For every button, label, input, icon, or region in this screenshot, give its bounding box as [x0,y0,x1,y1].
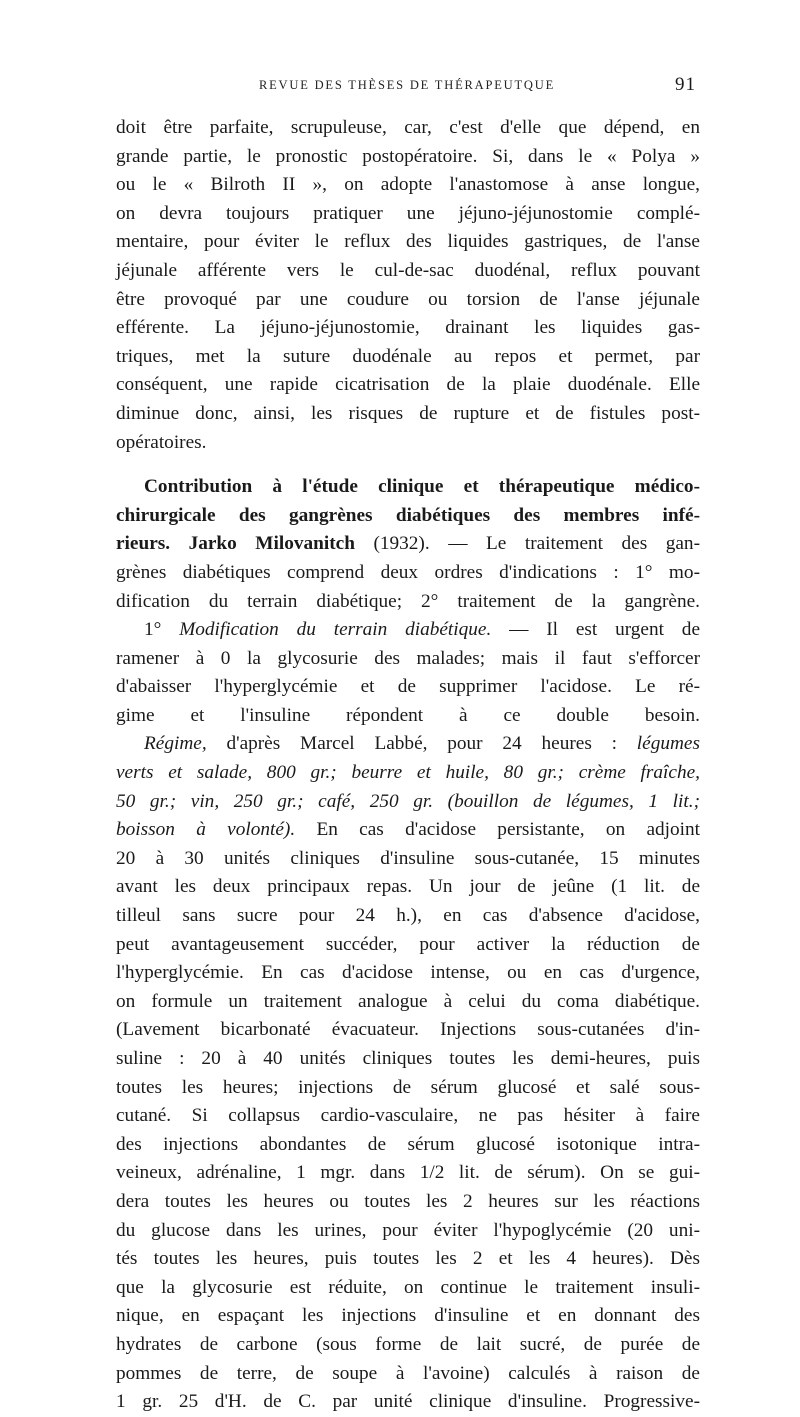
regime-line-4: boisson à volonté). En cas d'acidose persistante, on adjoint [116,819,700,841]
text-block-c [116,845,700,1417]
text-line: (Lavement bicarbonaté évacuateur. Injections sous-cutanées d'in- [116,1019,700,1041]
text-line: nique, en espaçant les injections d'insuline et en donnant des [116,1305,700,1327]
text-line: que la glycosurie est réduite, on continue le traitement insuli- [116,1276,700,1298]
article-author: Jarko Milovanitch [188,533,355,555]
text-block-b [116,645,700,731]
text-line: être provoqué par une coudure ou torsion de l'anse jéjunale [116,288,700,310]
text-line: suline : 20 à 40 unités cliniques toutes les demi-heures, puis [116,1048,700,1069]
text-line: hydrates de carbone (sous forme de lait sucré, de purée de [116,1333,700,1355]
text-line: triques, met la suture duodénale au repos et permet, par [116,345,700,367]
text-line: doit être parfaite, scrupuleuse, car, c'est d'elle que dépend, en [116,117,700,138]
page-header [118,74,696,98]
article-title-line-1: Contribution à l'étude clinique et thérapeutique médico- [144,476,700,498]
article-title-end: rieurs. [116,533,171,555]
text-line: on devra toujours pratiquer une jéjuno-jéjunostomie complé- [116,202,700,224]
text-line: toutes les heures; injections de sérum glucosé et salé sous- [116,1076,700,1098]
text-line: dera toutes les heures ou toutes les 2 heures sur les réactions [116,1190,700,1212]
text-line: du glucose dans les urines, pour éviter l'hypoglycémie (20 uni- [116,1219,700,1241]
text-line: ou le « Bilroth II », on adopte l'anastomose à anse longue, [116,174,700,196]
text-line: des injections abondantes de sérum glucosé isotonique intra- [116,1133,700,1155]
text-block-a [116,559,700,616]
text-line: on formule un traitement analogue à celui du coma diabétique. [116,990,700,1012]
text-line: efférente. La jéjuno-jéjunostomie, drainant les liquides gas- [116,317,700,339]
text-line: tilleul sans sucre pour 24 h.), en cas d'absence d'acidose, [116,905,700,927]
text-line: diminue donc, ainsi, les risques de rupture et de fistules post- [116,402,700,424]
text-line: tés toutes les heures, puis toutes les 2 et les 4 heures). Dès [116,1248,700,1270]
regime-label: Régime, [144,733,207,755]
subsection-heading-line: 1° Modification du terrain diabétique. — Il est urgent de [144,619,700,641]
page-body [116,114,700,1417]
text-line: 20 à 30 unités cliniques d'insuline sous-cutanée, 15 minutes [116,847,700,869]
regime-line-3: 50 gr.; vin, 250 gr.; café, 250 gr. (bouillon de légumes, 1 lit.; [116,790,700,812]
text-line: jéjunale afférente vers le cul-de-sac duodénal, reflux pouvant [116,259,700,281]
text-line: l'hyperglycémie. En cas d'acidose intense, ou en cas d'urgence, [116,962,700,984]
page-number: 91 [675,74,696,95]
text-line: dification du terrain diabétique; 2° traitement de la gangrène. [116,590,700,612]
subsection-title: Modification du terrain diabétique. [179,619,492,641]
text-line: veineux, adrénaline, 1 mgr. dans 1/2 lit. de sérum). On se gui- [116,1162,700,1184]
text-line: peut avantageusement succéder, pour activer la réduction de [116,933,700,955]
text-line: avant les deux principaux repas. Un jour de jeûne (1 lit. de [116,876,700,898]
text-line: mentaire, pour éviter le reflux des liquides gastriques, de l'anse [116,231,700,253]
text-line: conséquent, une rapide cicatrisation de la plaie duodénale. Elle [116,374,700,396]
regime-line-1: Régime, d'après Marcel Labbé, pour 24 heures : légumes [144,733,700,755]
text-line: grènes diabétiques comprend deux ordres d'indications : 1° mo- [116,561,700,583]
article-year-intro: (1932). — Le traitement des gan- [373,533,700,555]
text-line: ramener à 0 la glycosurie des malades; mais il faut s'efforcer [116,647,700,669]
text-line: d'abaisser l'hyperglycémie et de supprimer l'acidose. Le ré- [116,676,700,698]
text-line: gime et l'insuline répondent à ce double besoin. [116,704,700,726]
text-line: grande partie, le pronostic postopératoire. Si, dans le « Polya » [116,145,700,167]
regime-line-2: verts et salade, 800 gr.; beurre et huile, 80 gr.; crème fraîche, [116,762,700,784]
article-summary [116,473,700,1417]
article-title-line-3 [116,530,700,559]
text-line: opératoires. [116,431,207,453]
article-title-line-2: chirurgicale des gangrènes diabétiques des membres infé- [116,504,700,526]
text-line: 1 gr. 25 d'H. de C. par unité clinique d'insuline. Progressive- [116,1391,700,1413]
text-line: pommes de terre, de soupe à l'avoine) calculés à raison de [116,1362,700,1384]
text-line: cutané. Si collapsus cardio-vasculaire, ne pas hésiter à faire [116,1105,700,1127]
running-title: REVUE DES THÈSES DE THÉRAPEUTQUE [258,78,556,92]
paragraph-continuation [116,114,700,457]
paragraph-gap [116,457,700,473]
